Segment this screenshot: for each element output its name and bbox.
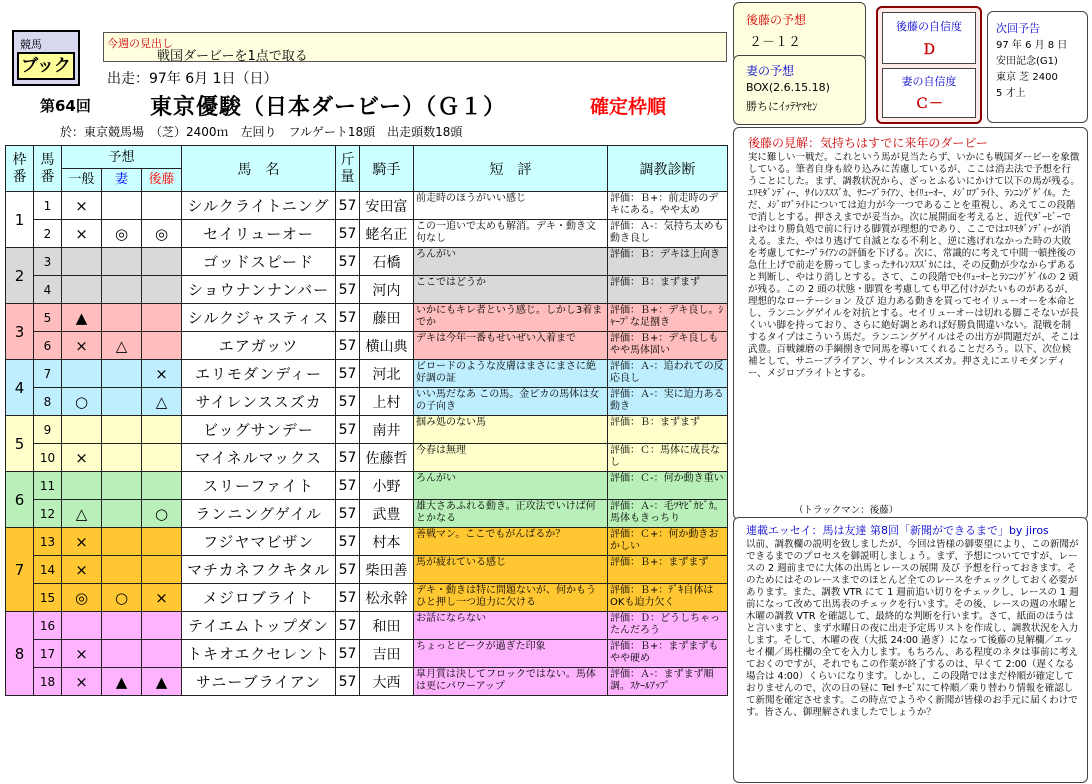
prediction-goto-mark (142, 444, 182, 472)
weight: 57 (336, 304, 360, 332)
horse-number: 8 (34, 388, 62, 416)
logo-top-text: 競馬 (20, 38, 42, 51)
essay-body: 以前、調教欄の説明を致しましたが、今回は皆様の御要望により、この新聞ができるまでのプロセスを御説明しましょう。まず、予想についてですが、レースの 2 週前までに大体の出馬とレースの展開 及び 予想を行っておきます。そのためにはそのレースまでのほとんど全てのレースをチェックしておく必要があります。また、調教 VTR にて 1 週前追い切りをチェックし、レースの 1 週前になって改めて出馬表のチェックを行います。その後、レースの週の水曜と木曜の調教 VTR を確認して、最終的な判断を行います。さて、紙面のほうはと言いますと、まず水曜日の夜に出走予定馬リストを作成し、調教状況を入力します。そして、木曜の夜（大抵 24:00 過ぎ）になって後藤の見解欄／エッセイ欄／馬柱欄の全てを入力します。もちろん、ある程度のネタは事前に考えておくのですが、それでもこの作業が終了するのは、早くて 2:00（遅くなる場合は 4:00）くらいになります。しかし、この段階ではまだ枠順が確定しておりませんので、次の日の昼に Tel ｻｰﾋﾞｽにて枠順／乗り替わり情報を確認して新聞を確定させます。この時点でようやく新聞が皆様のお手元に届くわけです。皆さん、御理解されましたでしょうか？ (746, 539, 1079, 718)
wife-prediction-title: 妻の予想 (746, 64, 795, 78)
headline-box (103, 32, 727, 62)
prediction-goto-mark: ▲ (142, 668, 182, 696)
training-diagnosis: 評価：Ｂ+：前走時のデキにある。やや太め (608, 192, 728, 220)
horse-number: 16 (34, 612, 62, 640)
header-weight-text: 斤量 (340, 151, 355, 185)
race-date: 出走：97年 6月 1日（日） (107, 71, 278, 87)
short-comment: 今春は無理 (414, 444, 608, 472)
prediction-wife-mark: ○ (102, 584, 142, 612)
prediction-wife-mark (102, 612, 142, 640)
wife-confidence-value: Ｃ－ (915, 96, 943, 112)
goto-view-signature: （トラックマン：後藤） (794, 505, 899, 516)
essay-box (733, 517, 1088, 783)
training-diagnosis: 評価：Ｂ：まずまず (608, 276, 728, 304)
headline-text: 戦国ダービーを1点で取る (157, 49, 308, 64)
weight: 57 (336, 220, 360, 248)
horse-name: トキオエクセレント (182, 640, 336, 668)
prediction-wife-mark (102, 640, 142, 668)
training-diagnosis: 評価：Ｃ：馬体に成長なし (608, 444, 728, 472)
weight: 57 (336, 472, 360, 500)
short-comment: 前走時のほうがいい感じ (414, 192, 608, 220)
short-comment: お話にならない (414, 612, 608, 640)
short-comment: ちょっとピークが過ぎた印象 (414, 640, 608, 668)
table-row (6, 304, 728, 332)
prediction-wife-mark (102, 360, 142, 388)
horse-number: 14 (34, 556, 62, 584)
header-prediction-title: 予想 (62, 147, 181, 169)
prediction-goto-mark (142, 304, 182, 332)
jockey-name: 大西 (360, 668, 414, 696)
jockey-name: 吉田 (360, 640, 414, 668)
short-comment: 善戦マン。ここでもがんばるか？ (414, 528, 608, 556)
jockey-name: 和田 (360, 612, 414, 640)
horse-name: メジロブライト (182, 584, 336, 612)
table-row (6, 276, 728, 304)
jockey-name: 河北 (360, 360, 414, 388)
short-comment: 皐月賞は決してフロックではない。馬体は更にパワーアップ (414, 668, 608, 696)
race-conditions: 於：東京競馬場 （芝）2400ｍ 左回り フルゲート18頭 出走頭数18頭 (60, 125, 463, 139)
training-diagnosis: 評価：Ａ-：毛ﾂﾔﾋﾞｶﾋﾞｶ。馬体もきっちり (608, 500, 728, 528)
table-row (6, 220, 728, 248)
table-row (6, 472, 728, 500)
horse-number: 9 (34, 416, 62, 444)
training-diagnosis: 評価：Ａ-：まずまず順調。ｽｹｰﾙｱｯﾌﾟ (608, 668, 728, 696)
horse-name: サニーブライアン (182, 668, 336, 696)
confidence-box (876, 6, 982, 124)
jockey-name: 南井 (360, 416, 414, 444)
weight: 57 (336, 360, 360, 388)
horse-number: 5 (34, 304, 62, 332)
horse-number: 15 (34, 584, 62, 612)
table-row (6, 192, 728, 220)
horse-number: 7 (34, 360, 62, 388)
next-preview-date: 97 年 6 月 8 日 (996, 40, 1068, 51)
header-pred-goto: 後藤 (148, 171, 175, 187)
prediction-goto-mark (142, 528, 182, 556)
jockey-name: 上村 (360, 388, 414, 416)
gate-number: 5 (6, 416, 34, 472)
prediction-general-mark (62, 472, 102, 500)
weight: 57 (336, 444, 360, 472)
short-comment: ここではどうか (414, 276, 608, 304)
training-diagnosis: 評価：Ａ-：追われての反応良し (608, 360, 728, 388)
horse-name: ショウナンナンバー (182, 276, 336, 304)
weight: 57 (336, 668, 360, 696)
gate-number: 3 (6, 304, 34, 360)
header-waku (6, 146, 34, 192)
short-comment: 雄大さあふれる動き。正攻法でいけば何とかなる (414, 500, 608, 528)
table-row (6, 416, 728, 444)
prediction-general-mark: × (62, 528, 102, 556)
training-diagnosis: 評価：Ａ-：実に迫力ある動き (608, 388, 728, 416)
jockey-name: 横山典 (360, 332, 414, 360)
prediction-general-mark: × (62, 444, 102, 472)
prediction-goto-mark: × (142, 360, 182, 388)
table-row (6, 444, 728, 472)
next-preview-title: 次回予告 (996, 22, 1040, 35)
table-row (6, 640, 728, 668)
wife-prediction-line1: BOX(2.6.15.18) (746, 81, 830, 94)
prediction-wife-mark: ◎ (102, 220, 142, 248)
training-diagnosis: 評価：Ｃ+：何か動きおかしい (608, 528, 728, 556)
horse-name: フジヤマビザン (182, 528, 336, 556)
goto-view-title: 後藤の見解：気持ちはすでに来年のダービー (748, 136, 988, 150)
goto-prediction-value: ２－１２ (749, 35, 802, 50)
horse-name: サイレンススズカ (182, 388, 336, 416)
prediction-wife-mark: ▲ (102, 668, 142, 696)
jockey-name: 柴田善 (360, 556, 414, 584)
jockey-name: 河内 (360, 276, 414, 304)
jockey-name: 武豊 (360, 500, 414, 528)
horse-number: 10 (34, 444, 62, 472)
training-diagnosis: 評価：Ｂ：まずまず (608, 416, 728, 444)
jockey-name: 石橋 (360, 248, 414, 276)
goto-confidence-title: 後藤の自信度 (896, 20, 962, 33)
training-diagnosis: 評価：Ｂ：デキは上向き (608, 248, 728, 276)
prediction-goto-mark (142, 556, 182, 584)
jockey-name: 安田富 (360, 192, 414, 220)
goto-prediction-title: 後藤の予想 (746, 13, 807, 27)
prediction-general-mark: ▲ (62, 304, 102, 332)
headline-label: 今週の見出し (107, 37, 173, 50)
training-diagnosis: 評価：Ｂ+：デキ良しもやや馬体固い (608, 332, 728, 360)
table-row (6, 332, 728, 360)
weight: 57 (336, 332, 360, 360)
header-horse-name: 馬 名 (182, 146, 336, 192)
prediction-general-mark (62, 416, 102, 444)
prediction-wife-mark (102, 416, 142, 444)
short-comment: デキ・動きは特に問題ないが、何かもうひと押し一つ迫力に欠ける (414, 584, 608, 612)
horse-name: ビッグサンデー (182, 416, 336, 444)
prediction-general-mark: ○ (62, 388, 102, 416)
training-diagnosis: 評価：Ａ-：気持ち太めも動き良し (608, 220, 728, 248)
weight: 57 (336, 276, 360, 304)
prediction-goto-mark (142, 192, 182, 220)
training-diagnosis: 評価：Ｂ+：まずまず (608, 556, 728, 584)
weight: 57 (336, 192, 360, 220)
horse-number: 3 (34, 248, 62, 276)
header-uma-text: 馬番 (40, 151, 55, 185)
gate-number: 4 (6, 360, 34, 416)
essay-title: 連載エッセイ：馬は友達 第8回「新聞ができるまで」by jiros (746, 524, 1049, 537)
prediction-goto-mark (142, 640, 182, 668)
weight: 57 (336, 416, 360, 444)
table-row (6, 500, 728, 528)
prediction-general-mark (62, 248, 102, 276)
header-comment: 短 評 (414, 146, 608, 192)
short-comment: ろんがい (414, 248, 608, 276)
horse-name: エアガッツ (182, 332, 336, 360)
goto-view-box (733, 127, 1088, 520)
confirmed-draw-label: 確定枠順 (590, 96, 667, 118)
short-comment: いかにもキレ者という感じ。しかし3着までか (414, 304, 608, 332)
prediction-general-mark: × (62, 220, 102, 248)
gate-number: 1 (6, 192, 34, 248)
prediction-general-mark: × (62, 192, 102, 220)
jockey-name: 佐藤哲 (360, 444, 414, 472)
prediction-general-mark: △ (62, 500, 102, 528)
prediction-general-mark (62, 276, 102, 304)
short-comment: ビロードのような皮膚はまさにまさに絶好調の証 (414, 360, 608, 388)
next-preview-course: 東京 芝 2400 (996, 72, 1058, 83)
goto-confidence-value: Ｄ (922, 42, 936, 58)
table-row (6, 668, 728, 696)
prediction-wife-mark (102, 304, 142, 332)
horse-number: 6 (34, 332, 62, 360)
weight: 57 (336, 612, 360, 640)
prediction-goto-mark: × (142, 584, 182, 612)
table-row (6, 360, 728, 388)
horse-number: 18 (34, 668, 62, 696)
next-preview-age: 5 才上 (996, 88, 1026, 99)
gate-number: 2 (6, 248, 34, 304)
prediction-goto-mark (142, 332, 182, 360)
prediction-goto-mark (142, 416, 182, 444)
jockey-name: 松永幹 (360, 584, 414, 612)
prediction-wife-mark (102, 528, 142, 556)
horse-name: スリーファイト (182, 472, 336, 500)
training-diagnosis: 評価：Ｃ-：何か動き重い (608, 472, 728, 500)
horse-name: ランニングゲイル (182, 500, 336, 528)
header-training: 調教診断 (608, 146, 728, 192)
horse-number: 4 (34, 276, 62, 304)
prediction-general-mark: × (62, 668, 102, 696)
training-diagnosis: 評価：Ｂ+：デキ良し。ｼｬｰﾌﾟな足捌き (608, 304, 728, 332)
short-comment: デキは今年一番もせいぜい入着まで (414, 332, 608, 360)
horse-number: 2 (34, 220, 62, 248)
gate-number: 8 (6, 612, 34, 696)
table-row (6, 612, 728, 640)
prediction-wife-mark (102, 276, 142, 304)
short-comment: この一追いで太めも解消。デキ・動き文句なし (414, 220, 608, 248)
goto-view-body: 実に難しい一戦だ。これという馬が見当たらず、いかにも戦国ダービーを象徴している。筆者自身も絞り込みに苦慮しているが、ここは消去法で予想を行うことにした。まず、調教状況から、ざっとふるいにかけて以下の馬が残る。ｴﾘﾓﾀﾞﾝﾃﾞｨｰ、ｻｲﾚﾝｽｽｽﾞｶ、ｻﾆｰﾌﾞﾗｲｱﾝ、ｾｲﾘｭｰｵｰ、ﾒｼﾞﾛﾌﾞﾗｲﾄ、ﾗﾝﾆﾝｸﾞｹﾞｲﾙ。ただ、ﾒｼﾞﾛﾌﾞﾗｲﾄについては迫力が今一つであることを重視し、あえてこの段階で消しとする。押さえまでが妥当か。次に展開面を考えると、近代ﾀﾞｰﾋﾞｰではやはり勝負処で前に行ける脚質が理想的であり、ここではｴﾘﾓﾀﾞﾝﾃﾞｨｰが消える。また、やはり逃げて自滅となる不利と、逆に逃げれなかった時の大敗を考慮してｻﾆｰﾌﾞﾗｲｱﾝの評価を下げる。次に、常識的に考えて中間一頓挫後の急仕上げで前走を勝ってしまったｻｲﾚﾝｽｽｽﾞｶには、その反動が少なからずあると判断し、やはり消しとする。さて、この段階でｾｲﾘｭｰｵｰとﾗﾝﾆﾝｸﾞｹﾞｲﾙの 2 頭が残る。この 2 頭の状態・脚質を考慮しても甲乙付けがたいものがあるが、理想的なローテーション 及び 迫力ある動きを買ってセイリューオーを本命とし、ランニングゲイルを対抗とする。セイリューオーは切れる脚こそないが長くいい脚を持っており、さらに絶好調とあれば好勝負間違いない。混戦を制するタイプはこういう馬だ。ランニングゲイルはその出方が問題だが、そこは武豊。百戦錬磨の手綱捌きで同馬を導いてくれることだろう。以下、次位候補として、サニーブライアン、サイレンススズカ。押さえにエリモダンディー、メジロブライトとする。 (748, 152, 1080, 379)
short-comment: 馬が疲れている感じ (414, 556, 608, 584)
gate-number: 6 (6, 472, 34, 528)
prediction-general-mark: × (62, 640, 102, 668)
weight: 57 (336, 640, 360, 668)
horse-name: エリモダンディー (182, 360, 336, 388)
prediction-wife-mark (102, 248, 142, 276)
prediction-wife-mark (102, 388, 142, 416)
header-jockey: 騎手 (360, 146, 414, 192)
weight: 57 (336, 528, 360, 556)
training-diagnosis: 評価：Ｂ+：ﾃﾞｷ自体はOKも迫力欠く (608, 584, 728, 612)
horse-number: 13 (34, 528, 62, 556)
jockey-name: 村本 (360, 528, 414, 556)
logo-main-text: ブック (17, 52, 75, 80)
weight: 57 (336, 584, 360, 612)
prediction-wife-mark (102, 192, 142, 220)
horse-name: マイネルマックス (182, 444, 336, 472)
prediction-goto-mark (142, 472, 182, 500)
header-waku-text: 枠番 (12, 151, 27, 185)
header-uma (34, 146, 62, 192)
jockey-name: 蛯名正 (360, 220, 414, 248)
horse-name: シルクライトニング (182, 192, 336, 220)
prediction-goto-mark (142, 276, 182, 304)
wife-confidence-title: 妻の自信度 (901, 75, 957, 88)
table-row (6, 248, 728, 276)
header-pred-general: 一般 (62, 169, 102, 191)
prediction-goto-mark (142, 612, 182, 640)
horse-number: 1 (34, 192, 62, 220)
prediction-general-mark: × (62, 332, 102, 360)
short-comment: 掴み処のない馬 (414, 416, 608, 444)
table-row (6, 388, 728, 416)
prediction-wife-mark (102, 556, 142, 584)
table-row (6, 556, 728, 584)
prediction-goto-mark (142, 248, 182, 276)
horse-number: 11 (34, 472, 62, 500)
next-preview-race: 安田記念(G1) (996, 56, 1058, 67)
training-diagnosis: 評価：Ｄ：どうしちゃったんだろう (608, 612, 728, 640)
logo (12, 30, 80, 86)
horse-name: ゴッドスピード (182, 248, 336, 276)
weight: 57 (336, 556, 360, 584)
prediction-wife-mark (102, 472, 142, 500)
goto-prediction-box (733, 2, 866, 62)
wife-prediction-box (733, 55, 866, 125)
prediction-wife-mark (102, 500, 142, 528)
header-pred-wife: 妻 (102, 169, 142, 191)
entry-table (5, 145, 728, 696)
prediction-goto-mark: △ (142, 388, 182, 416)
wife-prediction-line2: 勝ちにｲｯﾃﾔﾏｾﾝ (746, 100, 818, 113)
prediction-general-mark (62, 360, 102, 388)
prediction-goto-mark: ○ (142, 500, 182, 528)
table-row (6, 528, 728, 556)
weight: 57 (336, 500, 360, 528)
horse-number: 17 (34, 640, 62, 668)
prediction-general-mark: × (62, 556, 102, 584)
jockey-name: 小野 (360, 472, 414, 500)
race-title: 東京優駿（日本ダービー）（Ｇ１） (150, 95, 507, 120)
weight: 57 (336, 248, 360, 276)
prediction-goto-mark: ◎ (142, 220, 182, 248)
horse-name: シルクジャスティス (182, 304, 336, 332)
horse-name: セイリューオー (182, 220, 336, 248)
horse-name: マチカネフクキタル (182, 556, 336, 584)
race-number: 第64回 (40, 97, 91, 115)
header-prediction (62, 146, 182, 192)
gate-number: 7 (6, 528, 34, 612)
jockey-name: 藤田 (360, 304, 414, 332)
next-preview-box (987, 11, 1088, 123)
prediction-wife-mark: △ (102, 332, 142, 360)
prediction-general-mark: ◎ (62, 584, 102, 612)
header-weight (336, 146, 360, 192)
prediction-general-mark (62, 612, 102, 640)
prediction-wife-mark (102, 444, 142, 472)
short-comment: いい馬だなあ この馬。金ピカの馬体は女の子向き (414, 388, 608, 416)
horse-name: テイエムトップダン (182, 612, 336, 640)
weight: 57 (336, 388, 360, 416)
table-row (6, 584, 728, 612)
training-diagnosis: 評価：Ｂ+：まずまずもやや硬め (608, 640, 728, 668)
horse-number: 12 (34, 500, 62, 528)
short-comment: ろんがい (414, 472, 608, 500)
